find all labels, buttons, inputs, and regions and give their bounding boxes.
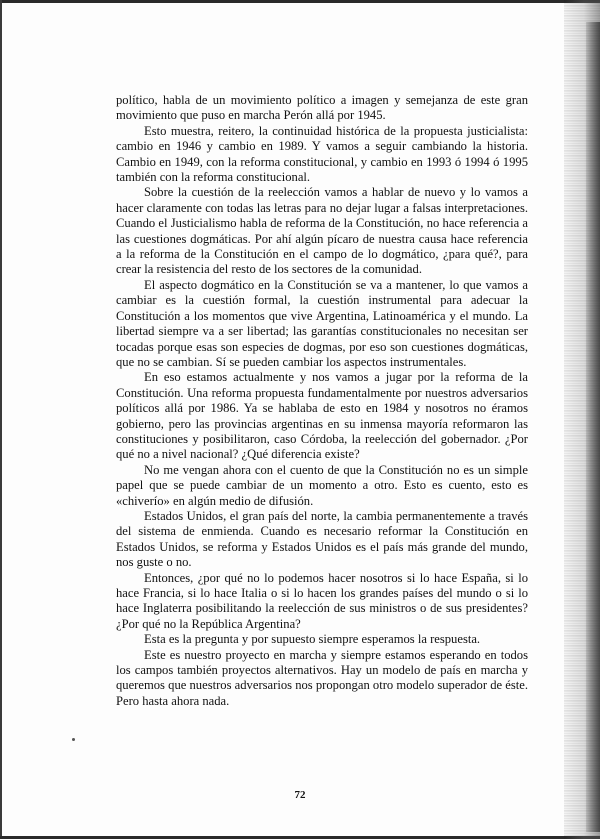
paragraph: El aspecto dogmático en la Constitución se va a mantener, lo que vamos a cambiar es la cuestión formal, la cuestión instrumental para adecuar la Constitución a los momentos que vive Argentina, Latinoamérica y el mundo. La libertad siempre va a ser libertad; las garantías constitucionales no necesitan ser tocadas porque esas son especies de dogmas, por eso son cuestiones dogmáticas, que no se cambian. Sí se pueden cambiar los aspectos instrumentales. (116, 277, 528, 369)
page-number: 72 (294, 789, 306, 801)
scan-edge-top (0, 0, 600, 3)
paragraph: Esto muestra, reitero, la continuidad histórica de la propuesta justicialista: cambio en 1946 y cambio en 1989. Y vamos a seguir cambiando la historia. Cambio en 1949, con la reforma constitucional, y cambio en 1993 ó 1994 ó 1995 también con la reforma constitucional. (116, 123, 528, 185)
paragraph: No me vengan ahora con el cuento de que la Constitución no es un simple papel que se puede cambiar de un momento a otro. Esto es cuento, esto es «chiverío» en algún medio de difusión. (116, 462, 528, 508)
paragraph: Estados Unidos, el gran país del norte, la cambia permanentemente a través del sistema de enmienda. Cuando es necesario reformar la Constitución en Estados Unidos, se reforma y Estados Unidos es el país más grande del mundo, nos guste o no. (116, 508, 528, 570)
paragraph: Esta es la pregunta y por supuesto siempre esperamos la respuesta. (144, 632, 481, 647)
scan-edge-left (0, 0, 2, 839)
body-text (116, 93, 528, 709)
scan-binding-shadow (586, 22, 600, 832)
scan-speck (72, 738, 75, 741)
paragraph: Entonces, ¿por qué no lo podemos hacer nosotros si lo hace España, si lo hace Francia, si lo hace Italia o si lo hacen los grandes países del mundo o si lo hace Inglaterra posibilitando la reelección de sus ministros o de sus presidentes? ¿Por qué no la República Argentina? (116, 570, 528, 631)
paragraph: Este es nuestro proyecto en marcha y siempre estamos esperando en todos los campos también proyectos alternativos. Hay un modelo de país en marcha y queremos que nuestros adversarios nos propongan otro modelo superador de éste. Pero hasta ahora nada. (116, 647, 528, 708)
paragraph: En eso estamos actualmente y nos vamos a jugar por la reforma de la Constitución. Una reforma propuesta fundamentalmente por nuestros adversarios políticos allá por 1986. Ya se hablaba de esto en 1984 y nosotros no éramos gobierno, pero las provincias argentinas en su inmensa mayoría reformaron las constituciones y posibilitaron, caso Córdoba, la reelección del gobernador. ¿Por qué no a nivel nacional? ¿Qué diferencia existe? (116, 370, 528, 462)
paragraph: político, habla de un movimiento político a imagen y semejanza de este gran movimiento que puso en marcha Perón allá por 1945. (116, 93, 528, 123)
paragraph: Sobre la cuestión de la reelección vamos a hablar de nuevo y lo vamos a hacer claramente con todas las letras para no dejar lugar a falsas interpretaciones. Cuando el Justicialismo habla de reforma de la Constitución, no hace referencia a las cuestiones dogmáticas. Por ahí algún pícaro de nuestra causa hace referencia a la reforma de la Constitución en el campo de lo dogmático, ¿para qué?, para crear la resistencia del resto de los sectores de la comunidad. (116, 185, 528, 277)
